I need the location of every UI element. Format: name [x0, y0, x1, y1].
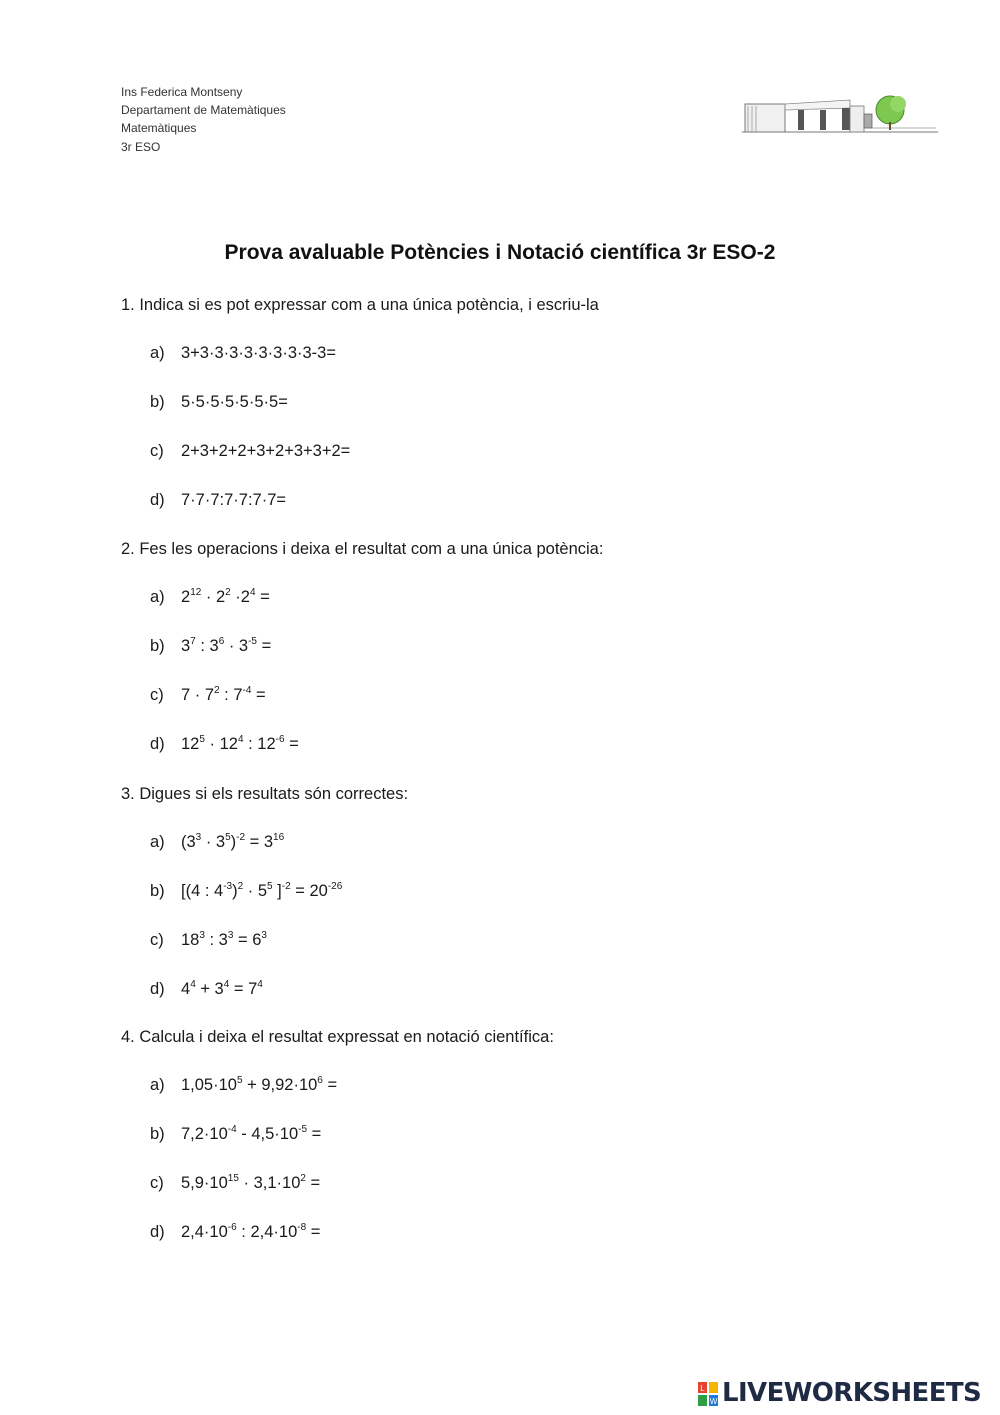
exponent: -3 — [223, 881, 233, 892]
exponent: 3 — [199, 930, 205, 941]
expression-text: 12 — [181, 735, 200, 753]
item-expression — [181, 393, 288, 411]
expression-text: 3+3·3·3·3·3·3·3·3-3= — [181, 344, 336, 362]
expression-text: = — [251, 686, 266, 704]
liveworksheets-brand: LIVEWORKSHEETS — [722, 1378, 982, 1408]
question-1-prompt: 1. Indica si es pot expressar com a una única potència, i escriu-la — [121, 296, 599, 314]
question-4-item-d — [150, 1223, 320, 1242]
expression-text: 2 — [181, 588, 191, 606]
expression-text: = — [306, 1223, 321, 1241]
grade-level: 3r ESO — [121, 139, 161, 154]
expression-text: · 3,1·10 — [238, 1174, 301, 1192]
question-4-item-c — [150, 1174, 320, 1193]
item-label: a) — [150, 588, 165, 606]
page-title: Prova avaluable Potències i Notació científica 3r ESO-2 — [224, 241, 776, 264]
exponent: 5 — [225, 832, 231, 843]
question-2-prompt: 2. Fes les operacions i deixa el resultat com a una única potència: — [121, 540, 604, 558]
exponent: 2 — [214, 685, 220, 696]
expression-text: : 3 — [195, 637, 219, 655]
exponent: 4 — [223, 979, 230, 990]
exponent: 6 — [317, 1075, 323, 1086]
item-expression — [181, 931, 267, 949]
exponent: 3 — [227, 930, 234, 941]
expression-text: = — [322, 1076, 338, 1094]
item-label: b) — [150, 393, 165, 411]
item-label: c) — [150, 1174, 164, 1192]
expression-text: = — [284, 735, 299, 753]
item-expression — [181, 491, 286, 509]
badge-letter-l: L — [700, 1384, 705, 1393]
expression-text: 1,05·10 — [181, 1076, 237, 1094]
exponent: 15 — [227, 1173, 239, 1184]
question-4-item-a — [150, 1076, 337, 1095]
school-building-logo — [740, 92, 940, 138]
item-expression — [181, 588, 270, 606]
question-1-item-a — [150, 344, 336, 363]
question-4-item-b — [150, 1125, 321, 1144]
item-label: a) — [150, 1076, 165, 1094]
exponent: 4 — [249, 587, 256, 598]
item-label: d) — [150, 980, 165, 998]
exponent: 4 — [237, 734, 244, 745]
expression-text: · 12 — [204, 735, 238, 753]
expression-text: (3 — [181, 833, 196, 851]
expression-text: + 9,92·10 — [242, 1076, 318, 1094]
item-label: c) — [150, 442, 164, 460]
exponent: -5 — [248, 636, 257, 647]
item-expression — [181, 344, 336, 362]
item-expression — [181, 735, 299, 753]
item-label: c) — [150, 931, 164, 949]
expression-text: : 3 — [204, 931, 228, 949]
school-name: Ins Federica Montseny — [121, 85, 243, 99]
item-expression — [181, 637, 271, 655]
expression-text: = — [305, 1174, 321, 1192]
expression-text: = 3 — [245, 833, 274, 851]
expression-text: = 7 — [229, 980, 258, 998]
expression-text: [(4 : 4 — [181, 882, 224, 900]
liveworksheets-logo-icon — [697, 1378, 721, 1410]
expression-text: ] — [272, 882, 282, 900]
question-4-prompt: 4. Calcula i deixa el resultat expressat en notació científica: — [121, 1028, 554, 1046]
item-label: a) — [150, 344, 165, 362]
exponent: -26 — [327, 881, 343, 892]
exponent: 12 — [190, 587, 202, 598]
expression-text: 18 — [181, 931, 200, 949]
expression-text: = — [255, 588, 270, 606]
exponent: 2 — [237, 881, 244, 892]
exponent: 5 — [236, 1075, 243, 1086]
expression-text: 7 · 7 — [181, 686, 215, 704]
exponent: -2 — [281, 881, 291, 892]
exponent: 5 — [199, 734, 205, 745]
subject-name: Matemàtiques — [121, 121, 197, 136]
department-name: Departament de Matemàtiques — [121, 103, 286, 118]
item-expression — [181, 442, 350, 460]
expression-text: · 3 — [224, 637, 249, 655]
item-label: b) — [150, 1125, 165, 1143]
item-label: a) — [150, 833, 165, 851]
expression-text: 3 — [181, 637, 191, 655]
expression-text: - 4,5·10 — [236, 1125, 299, 1143]
expression-text: = — [257, 637, 272, 655]
item-expression — [181, 1223, 320, 1241]
exponent: 4 — [190, 979, 196, 990]
item-expression — [181, 1174, 320, 1192]
expression-text: : 12 — [243, 735, 276, 753]
expression-text: : 7 — [219, 686, 243, 704]
expression-text: 5·5·5·5·5·5·5= — [181, 393, 288, 411]
question-3-item-a — [150, 833, 284, 852]
question-3-item-b — [150, 882, 342, 901]
question-2-item-d — [150, 735, 299, 754]
expression-text: = 20 — [290, 882, 328, 900]
question-2-item-c — [150, 686, 266, 705]
question-1-item-c — [150, 442, 350, 461]
exponent: 3 — [261, 930, 267, 941]
expression-text: 7,2·10 — [181, 1125, 228, 1143]
expression-text: + 3 — [195, 980, 224, 998]
exponent: 5 — [267, 881, 273, 892]
expression-text: · 5 — [243, 882, 267, 900]
exponent: -5 — [298, 1124, 308, 1135]
expression-text: 2+3+2+2+3+2+3+3+2= — [181, 442, 351, 460]
exponent: 3 — [195, 832, 202, 843]
expression-text: = — [307, 1125, 322, 1143]
item-label: d) — [150, 1223, 165, 1241]
item-expression — [181, 882, 342, 900]
item-expression — [181, 686, 266, 704]
exponent: -4 — [242, 685, 252, 696]
question-1-item-d — [150, 491, 286, 510]
item-label: c) — [150, 686, 164, 704]
item-label: b) — [150, 882, 165, 900]
exponent: -6 — [227, 1222, 237, 1233]
expression-text: ·2 — [230, 588, 250, 606]
expression-text: = 6 — [233, 931, 262, 949]
expression-text: 7·7·7:7·7:7·7= — [181, 491, 287, 509]
item-label: b) — [150, 637, 165, 655]
exponent: -6 — [275, 734, 285, 745]
expression-text: ) — [232, 882, 238, 900]
expression-text: : 2,4·10 — [236, 1223, 298, 1241]
question-1-item-b — [150, 393, 288, 412]
exponent: 6 — [218, 636, 225, 647]
badge-letter-w: W — [709, 1397, 718, 1406]
question-2-item-a — [150, 588, 270, 607]
question-3-item-d — [150, 980, 263, 999]
header-block — [121, 83, 286, 156]
exponent: 4 — [257, 979, 263, 990]
item-label: d) — [150, 491, 165, 509]
question-2-item-b — [150, 637, 271, 656]
expression-text: 4 — [181, 980, 191, 998]
expression-text: ) — [230, 833, 237, 851]
exponent: 2 — [300, 1173, 306, 1184]
expression-text: · 2 — [201, 588, 226, 606]
question-3-prompt: 3. Digues si els resultats són correctes: — [121, 785, 409, 803]
item-expression — [181, 1076, 337, 1094]
item-expression — [181, 833, 284, 851]
question-3-item-c — [150, 931, 267, 950]
exponent: 7 — [190, 636, 196, 647]
item-expression — [181, 1125, 321, 1143]
exponent: -8 — [297, 1222, 307, 1233]
exponent: -4 — [227, 1124, 237, 1135]
expression-text: · 3 — [201, 833, 226, 851]
expression-text: 5,9·10 — [181, 1174, 228, 1192]
exponent: 2 — [225, 587, 231, 598]
item-expression — [181, 980, 263, 998]
exponent: -2 — [236, 832, 246, 843]
expression-text: 2,4·10 — [181, 1223, 228, 1241]
exponent: 16 — [273, 832, 285, 843]
item-label: d) — [150, 735, 165, 753]
